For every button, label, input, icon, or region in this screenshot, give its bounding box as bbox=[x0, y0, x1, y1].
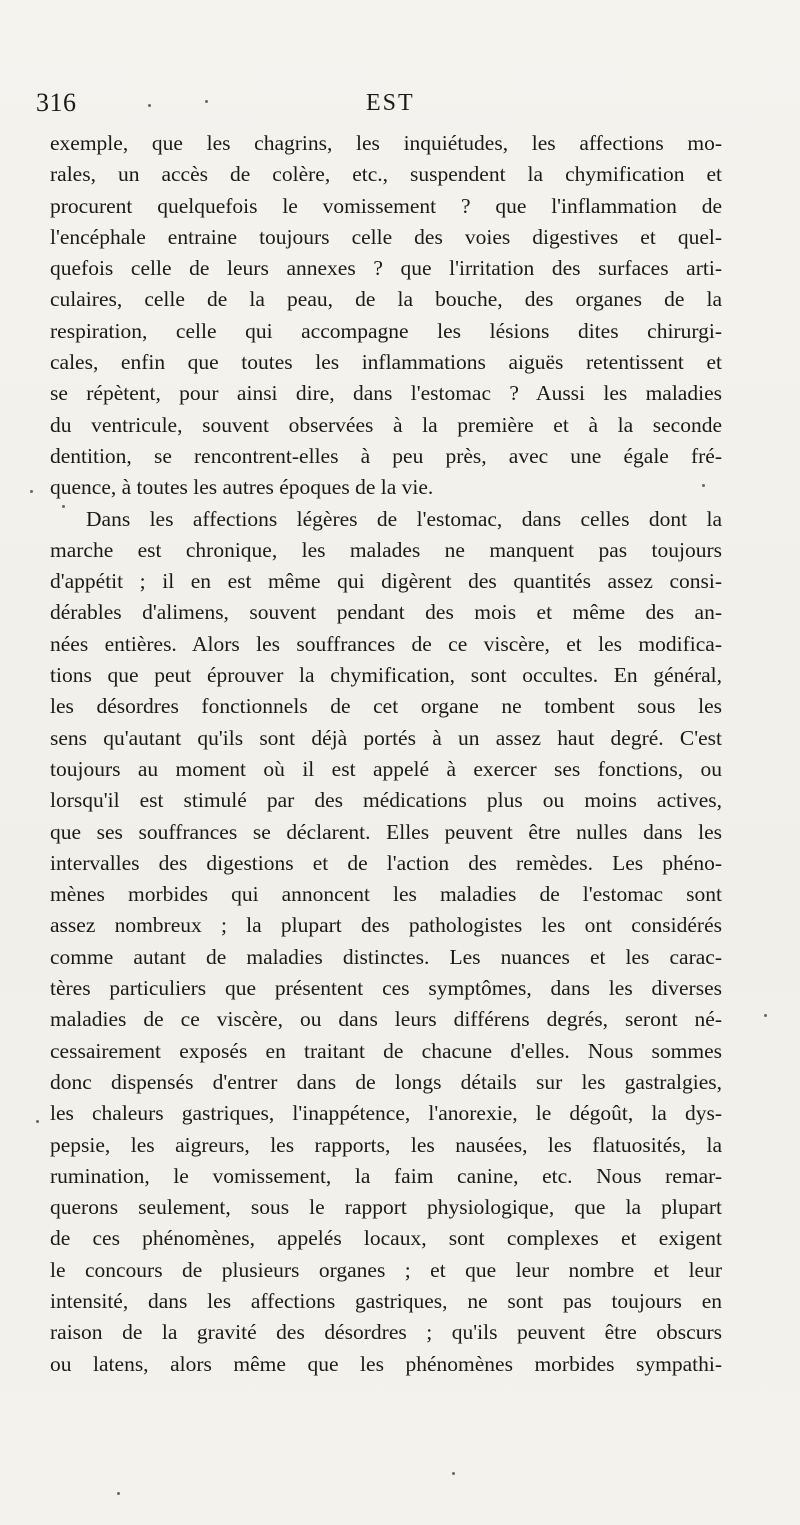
text-line: de ces phénomènes, appelés locaux, sont complexes et exigent bbox=[50, 1226, 722, 1251]
text-line: raison de la gravité des désordres ; qu'ils peuvent être obscurs bbox=[50, 1320, 722, 1345]
paper-speck bbox=[30, 490, 33, 493]
text-line: culaires, celle de la peau, de la bouche, des organes de la bbox=[50, 287, 722, 312]
page-number: 316 bbox=[36, 88, 77, 117]
text-line: l'encéphale entraine toujours celle des voies digestives et quel- bbox=[50, 224, 722, 249]
paragraph-2 bbox=[50, 504, 722, 1380]
text-line: lorsqu'il est stimulé par des médications plus ou moins actives, bbox=[50, 788, 722, 813]
text-line: dentition, se rencontrent-elles à peu près, avec une égale fré- bbox=[50, 443, 722, 468]
paper-speck bbox=[452, 1472, 455, 1475]
text-line: d'appétit ; il en est même qui digèrent des quantités assez consi- bbox=[50, 569, 722, 594]
text-line: cessairement exposés en traitant de chacune d'elles. Nous sommes bbox=[50, 1038, 722, 1063]
text-line: comme autant de maladies distinctes. Les nuances et les carac- bbox=[50, 944, 722, 969]
paper-speck bbox=[36, 1120, 39, 1123]
text-line: tions que peut éprouver la chymification, sont occultes. En général, bbox=[50, 663, 722, 688]
paragraph-1 bbox=[50, 128, 722, 504]
text-line: nées entières. Alors les souffrances de ce viscère, et les modifica- bbox=[50, 631, 722, 656]
paper-speck bbox=[148, 104, 151, 107]
text-line: assez nombreux ; la plupart des pathologistes les ont considérés bbox=[50, 913, 722, 938]
text-line: quence, à toutes les autres époques de la vie. bbox=[50, 475, 434, 500]
text-line: toujours au moment où il est appelé à exercer ses fonctions, ou bbox=[50, 756, 722, 781]
text-line: donc dispensés d'entrer dans de longs détails sur les gastralgies, bbox=[50, 1069, 722, 1094]
text-line: pepsie, les aigreurs, les rapports, les nausées, les flatuosités, la bbox=[50, 1132, 722, 1157]
text-line: rumination, le vomissement, la faim canine, etc. Nous remar- bbox=[50, 1163, 722, 1188]
text-line: exemple, que les chagrins, les inquiétudes, les affections mo- bbox=[50, 131, 722, 155]
paper-speck bbox=[702, 484, 705, 487]
text-line: ou latens, alors même que les phénomènes morbides sympathi- bbox=[50, 1351, 722, 1376]
text-line: le concours de plusieurs organes ; et que leur nombre et leur bbox=[50, 1257, 722, 1282]
text-line: Dans les affections légères de l'estomac, dans celles dont la bbox=[86, 506, 722, 531]
text-line: procurent quelquefois le vomissement ? que l'inflammation de bbox=[50, 193, 722, 218]
text-line: mènes morbides qui annoncent les maladies de l'estomac sont bbox=[50, 882, 722, 907]
text-line: dérables d'alimens, souvent pendant des mois et même des an- bbox=[50, 600, 722, 625]
text-line: respiration, celle qui accompagne les lésions dites chirurgi- bbox=[50, 318, 722, 343]
text-line: maladies de ce viscère, ou dans leurs différens degrés, seront né- bbox=[50, 1007, 722, 1032]
page-header bbox=[36, 88, 736, 124]
text-line: rales, un accès de colère, etc., suspendent la chymification et bbox=[50, 162, 722, 187]
text-line: intervalles des digestions et de l'action des remèdes. Les phéno- bbox=[50, 850, 722, 875]
running-head: EST bbox=[366, 90, 415, 116]
text-line: intensité, dans les affections gastriques, ne sont pas toujours en bbox=[50, 1288, 722, 1313]
paper-speck bbox=[62, 505, 65, 508]
text-line: que ses souffrances se déclarent. Elles peuvent être nulles dans les bbox=[50, 819, 722, 844]
text-line: querons seulement, sous le rapport physiologique, que la plupart bbox=[50, 1195, 722, 1220]
text-line: cales, enfin que toutes les inflammations aiguës retentissent et bbox=[50, 350, 722, 375]
text-line: les désordres fonctionnels de cet organe ne tombent sous les bbox=[50, 694, 722, 719]
body-text bbox=[50, 128, 722, 1380]
text-line: les chaleurs gastriques, l'inappétence, l'anorexie, le dégoût, la dys- bbox=[50, 1101, 722, 1126]
text-line: sens qu'autant qu'ils sont déjà portés à un assez haut degré. C'est bbox=[50, 725, 722, 750]
text-line: du ventricule, souvent observées à la première et à la seconde bbox=[50, 412, 722, 437]
text-line: tères particuliers que présentent ces symptômes, dans les diverses bbox=[50, 976, 722, 1001]
paper-speck bbox=[205, 100, 208, 103]
text-line: marche est chronique, les malades ne manquent pas toujours bbox=[50, 537, 722, 562]
paper-speck bbox=[764, 1014, 767, 1017]
text-line: se répètent, pour ainsi dire, dans l'estomac ? Aussi les maladies bbox=[50, 381, 722, 406]
paper-speck bbox=[117, 1492, 120, 1495]
text-line: quefois celle de leurs annexes ? que l'irritation des surfaces arti- bbox=[50, 256, 722, 281]
